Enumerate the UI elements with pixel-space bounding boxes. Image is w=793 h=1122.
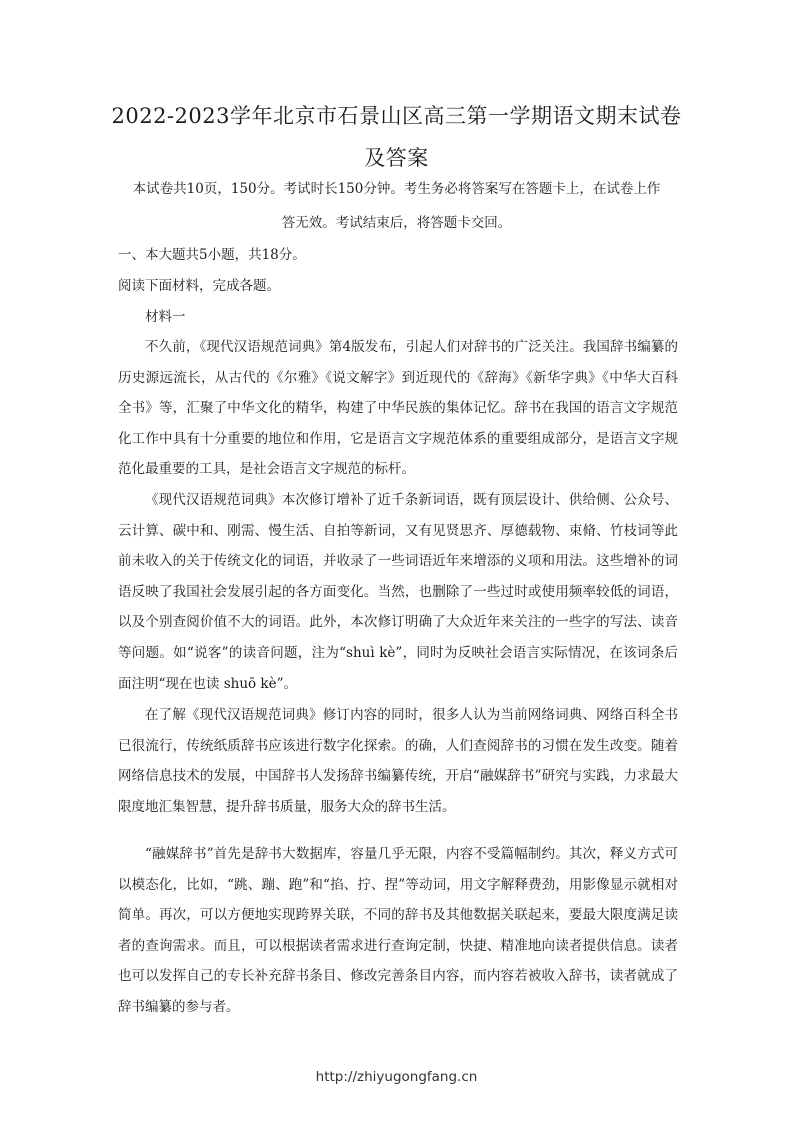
page-title-continued: 及答案 [364,146,429,170]
section-heading: 一、本大题共5小题，共18分。 [118,247,306,263]
material-label: 材料一 [145,309,186,325]
paragraph-3: 在了解《现代汉语规范词典》修订内容的同时，很多人认为当前网络词典、网络百科全书已很流行，传统纸质辞书应该进行数字化探索。的确，人们查阅辞书的习惯在发生改变。随着网络信息技术的发展，中国辞书人发扬辞书编纂传统，开启“融媒辞书”研究与实践，力求最大限度地汇集智慧，提升辞书质量，服务大众的辞书生活。 [118,707,678,815]
paragraph-1: 不久前，《现代汉语规范词典》第4版发布，引起人们对辞书的广泛关注。我国辞书编纂的历史源远流长，从古代的《尔雅》《说文解字》到近现代的《辞海》《新华字典》《中华大百科全书》等，汇聚了中华文化的精华，构建了中华民族的集体记忆。辞书在我国的语言文字规范化工作中具有十分重要的地位和作用，它是语言文字规范体系的重要组成部分，是语言文字规范化最重要的工具，是社会语言文字规范的标杆。 [118,339,678,478]
paragraph-2: 《现代汉语规范词典》本次修订增补了近千条新词语，既有顶层设计、供给侧、公众号、云计算、碳中和、刚需、慢生活、自拍等新词，又有见贤思齐、厚德载物、束脩、竹枝词等此前未收入的关于传统文化的词语，并收录了一些词语近年来增添的义项和用法。这些增补的词语反映了我国社会发展引起的各方面变化。当然，也删除了一些过时或使用频率较低的词语，以及个别查阅价值不大的词语。此外，本次修订明确了大众近年来关注的一些字的写法、读音等问题。如“说客”的读音问题，注为“shuì kè”，同时为反映社会语言实际情况，在该词条后面注明“现在也读 shuō kè”。 [118,492,678,692]
exam-instructions-line1: 本试卷共10页，150分。考试时长150分钟。考生务必将答案写在答题卡上，在试卷上作 [132,181,661,197]
paragraph-4: “融媒辞书”首先是辞书大数据库，容量几乎无限，内容不受篇幅制约。其次，释义方式可以模态化，比如，“跳、蹦、跑”和“掐、拧、捏”等动词，用文字解释费劲，用影像显示就相对简单。再次，可以方便地实现跨界关联，不同的辞书及其他数据关联起来，要最大限度满足读者的查询需求。而且，可以根据读者需求进行查询定制，快捷、精准地向读者提供信息。读者也可以发挥自己的专长补充辞书条目、修改完善条目内容，而内容若被收入辞书，读者就成了辞书编纂的参与者。 [118,846,678,1015]
reading-instruction: 阅读下面材料，完成各题。 [118,278,280,294]
exam-instructions-line2: 答无效。考试结束后，将答题卡交回。 [281,215,512,231]
page-title: 2022-2023学年北京市石景山区高三第一学期语文期末试卷 [111,104,682,128]
footer-url: http://zhiyugongfang.cn [315,1069,478,1085]
